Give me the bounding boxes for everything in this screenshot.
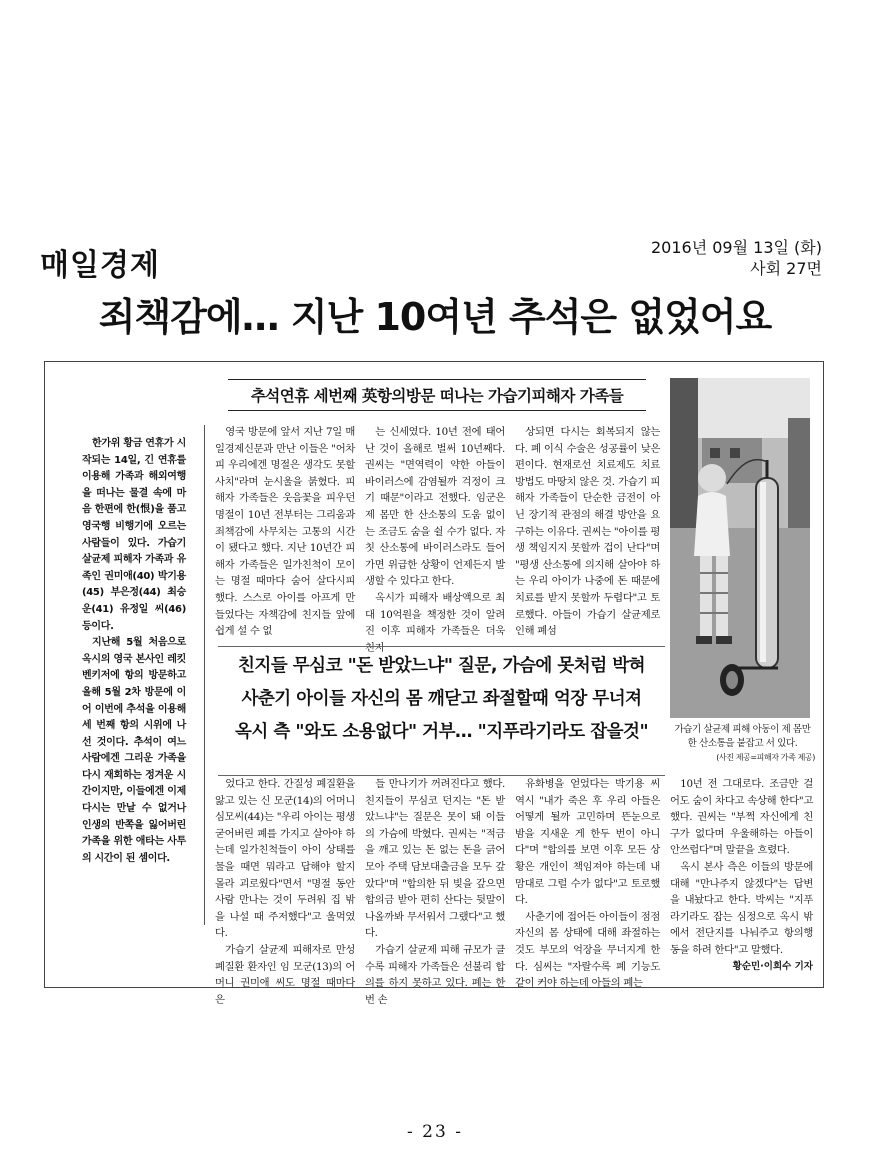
caption-text: 가습기 살균제 피해 아동이 제 몸만 한 산소통을 붙잡고 서 있다. bbox=[674, 724, 811, 749]
subhead: 친지들 무심코 "돈 받았느냐" 질문, 가슴에 못처럼 박혀 bbox=[237, 656, 646, 676]
subhead: 사춘기 아이들 자신의 몸 깨닫고 좌절할때 억장 무너져 bbox=[241, 689, 642, 709]
body-paragraph: 가습기 살균제 피해 규모가 클수록 피해자 가족들은 선불리 합의를 하지 못하고 있다. 폐는 한번 손 bbox=[365, 943, 505, 1006]
body-paragraph: 었다고 한다. 간질성 폐질환을 앓고 있는 신 모군(14)의 어머니 심모씨(44)는 "우리 아이는 평생 굳어버린 폐를 가지고 살아야 하는데 일가친척들이 아이 상태를 물을 때면 뭐라고 답해야 할지 몰라 괴로웠다"면서 "명절 동안 사람 만나는 것이 두려워 집 밖을 나설 때 주저했다"고 울먹였다. bbox=[215, 778, 355, 940]
body-paragraph: 들 만나기가 꺼려진다고 했다. 친지들이 무심코 던지는 "돈 받았느냐"는 질문은 못이 돼 이들의 가슴에 박혔다. 권씨는 "적금을 깨고 있는 돈 없는 돈을 긁어모아 주택 담보대출금을 모두 갚았다"며 "합의한 뒤 빚을 갚으면 합의금 받아 편히 산다는 뒷말이 나올까봐 무서워서 그랬다"고 했다. bbox=[365, 778, 505, 940]
page-number: - 23 - bbox=[407, 1122, 463, 1142]
subheads bbox=[218, 646, 665, 776]
body-column-6 bbox=[515, 776, 660, 992]
photo-credit: (사진 제공=피해자 가족 제공) bbox=[716, 753, 815, 762]
byline: 황순민·이희수 기자 bbox=[732, 961, 813, 972]
column-separator bbox=[204, 425, 205, 925]
body-paragraph: 는 신세였다. 10년 전에 태어난 것이 올해로 벌써 10년째다. 권씨는 "면역력이 약한 아들이 바이러스에 감염될까 걱정이 크기 때문"이라고 전했다. 임군은 제 몸만 한 산소통의 도움 없이는 조금도 숨을 쉴 수가 없다. 자칫 산소통에 바이러스라도 들어가면 위급한 상황이 언제든지 발생할 수 있다고 한다. bbox=[365, 426, 505, 588]
body-column-5 bbox=[365, 776, 505, 1008]
body-paragraph: 상되면 다시는 회복되지 않는다. 폐 이식 수술은 성공률이 낮은 편이다. 현재로선 치료제도 치료 방법도 마땅치 않은 것. 가습기 피해자 가족들이 단순한 금전이 아닌 장기적 관점의 해결 방안을 요구하는 이유다. 권씨는 "아이를 평생 책임지지 못할까 겁이 난다"며 "평생 산소통에 의지해 살아야 하는 우리 아이가 나중에 돈 때문에 치료를 받지 못할까 두렵다"고 토로했다. 아들이 가습기 살균제로 인해 폐섬 bbox=[515, 426, 660, 638]
body-column-2 bbox=[365, 424, 505, 656]
photo-caption bbox=[670, 723, 815, 765]
section-page: 사회 27면 bbox=[750, 259, 822, 278]
dateline bbox=[651, 237, 822, 279]
lead-column bbox=[82, 436, 186, 867]
body-paragraph: 옥시가 피해자 배상액으로 최대 10억원을 책정한 것이 알려진 이후 피해자 가족들은 더욱 친지 bbox=[365, 591, 505, 654]
kicker: 추석연휴 세번째 英항의방문 떠나는 가습기피해자 가족들 bbox=[228, 379, 646, 411]
body-paragraph: 가습기 살균제 피해자로 만성 폐질환 환자인 임 모군(13)의 어머니 권미애 씨도 명절 때마다 은 bbox=[215, 943, 355, 1006]
body-column-4 bbox=[215, 776, 355, 1008]
body-column-1 bbox=[215, 424, 355, 640]
headline: 죄책감에… 지난 10여년 추석은 없었어요 bbox=[98, 295, 772, 339]
body-paragraph: 사춘기에 접어든 아이들이 점점 자신의 몸 상태에 대해 좌절하는 것도 부모의 억장을 무너지게 한다. 심씨는 "자랄수록 폐 기능도 같이 커야 하는데 아들의 폐는 bbox=[515, 910, 660, 990]
body-paragraph: 유화병을 얻었다는 박기용 씨 역시 "내가 죽은 후 우리 아들은 어떻게 될까 고민하며 뜬눈으로 밤을 지새운 게 한두 번이 아니다"며 "합의를 보면 이후 모든 상황은 개인이 책임져야 하는데 내 맘대로 그럴 수가 없다"고 토로했다. bbox=[515, 778, 660, 907]
masthead: 매일경제 bbox=[40, 248, 160, 283]
lead-paragraph-2: 지난해 5월 처음으로 옥시의 영국 본사인 레킷벤키저에 항의 방문하고 올해 5월 2차 방문에 이어 이번에 추석을 이용해 세 번째 항의 시위에 나선 것이다. 추석이 여느 사람에겐 그리운 가족을 다시 재회하는 정겨운 시간이지만, 이들에겐 이제 다시는 만날 수 없거나 인생의 반쪽을 잃어버린 가족을 위한 애타는 사투의 시간이 된 셈이다. bbox=[82, 637, 186, 864]
subhead: 옥시 측 "와도 소용없다" 거부… "지푸라기라도 잡을것" bbox=[234, 722, 649, 742]
body-paragraph: 영국 방문에 앞서 지난 7일 매일경제신문과 만난 이들은 "어차피 우리에겐 명절은 생각도 못할 사치"라며 눈시울을 붉혔다. 피해자 가족들은 웃음꽃을 피우던 명절이 10년 전부터는 그리움과 죄책감에 사무치는 고통의 시간이 됐다고 했다. 지난 10년간 피해자 가족들은 일가친척이 모이는 명절 때마다 숨어 살다시피 했다. 스스로 아이를 아프게 만들었다는 자책감에 친지들 앞에 쉽게 설 수 없 bbox=[215, 426, 355, 638]
body-column-3 bbox=[515, 424, 660, 640]
body-column-7 bbox=[670, 776, 813, 959]
child-with-oxygen-tank-photo bbox=[670, 378, 810, 718]
news-photo bbox=[670, 378, 810, 718]
lead-paragraph: 한가위 황금 연휴가 시작되는 14일, 긴 연휴를 이용해 가족과 해외여행을 떠나는 물결 속에 마음 한편에 한(恨)을 품고 영국행 비행기에 오르는 사람들이 있다. 가습기 살균제 피해자 가족과 유족인 권미애(40) 박기용(45) 부은정(44) 최승운(41) 유정일 씨(46) 등이다. bbox=[82, 438, 186, 632]
body-paragraph: 옥시 본사 측은 이들의 방문에 대해 "만나주지 않겠다"는 답변을 내놨다고 한다. 박씨는 "지푸라기라도 잡는 심정으로 옥시 밖에서 전단지를 나눠주고 항의행동을 하려 한다"고 말했다. bbox=[670, 860, 813, 956]
publication-date: 2016년 09월 13일 (화) bbox=[650, 238, 822, 257]
body-paragraph: 10년 전 그대로다. 조금만 걸어도 숨이 차다고 속상해 한다"고 했다. 권씨는 "부쩍 자신에게 친구가 없다며 우울해하는 아들이 안쓰럽다"며 말끝을 흐렸다. bbox=[670, 778, 813, 857]
